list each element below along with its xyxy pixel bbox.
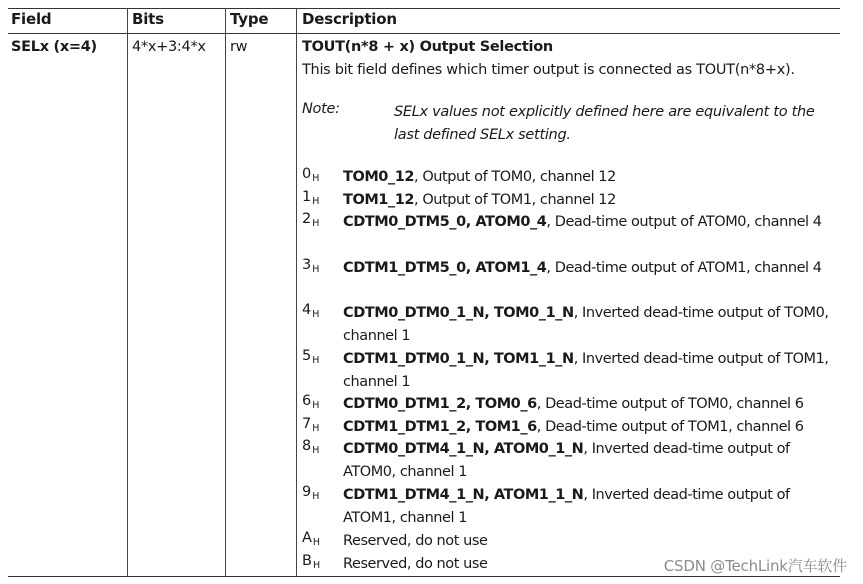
field-bits: 4*x+3:4*x bbox=[132, 39, 206, 55]
field-intro: This bit field defines which timer output is connected as TOUT(n*8+x). bbox=[302, 62, 795, 78]
header-description: Description bbox=[302, 10, 397, 28]
value-code bbox=[302, 189, 319, 207]
header-bits: Bits bbox=[132, 10, 164, 28]
column-divider bbox=[127, 8, 128, 576]
value-signal-name: CDTM0_DTM5_0, ATOM0_4 bbox=[343, 214, 547, 230]
value-description bbox=[343, 348, 838, 393]
value-code-digit: 5 bbox=[302, 348, 312, 364]
value-code-digit: 0 bbox=[302, 166, 312, 182]
value-signal-text: , Dead-time output of TOM1, channel 6 bbox=[536, 419, 804, 435]
value-signal-name: CDTM1_DTM0_1_N, TOM1_1_N bbox=[343, 351, 574, 367]
value-signal-name: CDTM0_DTM0_1_N, TOM0_1_N bbox=[343, 305, 574, 321]
value-code-radix: H bbox=[312, 491, 320, 502]
value-code-radix: H bbox=[312, 173, 320, 184]
value-code-radix: H bbox=[312, 400, 320, 411]
value-signal-text: , Inverted dead-time output of TOM0, channel 1 bbox=[343, 305, 829, 344]
value-code-radix: H bbox=[312, 423, 320, 434]
value-code bbox=[302, 302, 319, 320]
value-code-radix: H bbox=[312, 196, 320, 207]
value-code-digit: 1 bbox=[302, 189, 312, 205]
value-code bbox=[302, 553, 320, 571]
value-code-radix: H bbox=[312, 537, 321, 548]
value-code bbox=[302, 211, 319, 229]
value-code bbox=[302, 393, 319, 411]
value-signal-text: Reserved, do not use bbox=[343, 556, 488, 572]
value-signal-text: , Dead-time output of ATOM0, channel 4 bbox=[546, 214, 822, 230]
value-code-radix: H bbox=[312, 445, 320, 456]
value-signal-name: CDTM1_DTM1_2, TOM1_6 bbox=[343, 419, 537, 435]
value-code-radix: H bbox=[312, 309, 320, 320]
value-code-radix: H bbox=[312, 218, 320, 229]
field-name: SELx (x=4) bbox=[11, 39, 97, 55]
value-description bbox=[343, 257, 838, 280]
value-description bbox=[343, 438, 838, 483]
value-code-digit: 7 bbox=[302, 416, 312, 432]
value-signal-name: TOM1_12 bbox=[343, 192, 415, 208]
value-code bbox=[302, 438, 319, 456]
value-signal-text: , Output of TOM1, channel 12 bbox=[414, 192, 616, 208]
value-description bbox=[343, 166, 838, 189]
column-divider bbox=[296, 8, 297, 576]
value-code-digit: B bbox=[302, 553, 312, 569]
value-signal-name: CDTM0_DTM4_1_N, ATOM0_1_N bbox=[343, 441, 584, 457]
column-divider bbox=[225, 8, 226, 576]
field-title: TOUT(n*8 + x) Output Selection bbox=[302, 39, 553, 55]
value-code-digit: 3 bbox=[302, 257, 312, 273]
value-signal-name: CDTM1_DTM4_1_N, ATOM1_1_N bbox=[343, 487, 584, 503]
value-code bbox=[302, 257, 319, 275]
value-description bbox=[343, 530, 838, 553]
value-description bbox=[343, 393, 838, 416]
value-signal-name: TOM0_12 bbox=[343, 169, 415, 185]
value-signal-text: , Dead-time output of ATOM1, channel 4 bbox=[546, 260, 822, 276]
value-signal-text: , Inverted dead-time output of TOM1, channel 1 bbox=[343, 351, 829, 390]
value-code bbox=[302, 530, 320, 548]
note-label: Note: bbox=[302, 101, 340, 117]
value-signal-text: , Output of TOM0, channel 12 bbox=[414, 169, 616, 185]
value-description bbox=[343, 211, 838, 234]
value-signal-text: , Inverted dead-time output of ATOM0, channel 1 bbox=[343, 441, 790, 480]
value-signal-text: Reserved, do not use bbox=[343, 533, 488, 549]
value-code-digit: 9 bbox=[302, 484, 312, 500]
value-code-digit: 2 bbox=[302, 211, 312, 227]
value-signal-text: , Inverted dead-time output of ATOM1, channel 1 bbox=[343, 487, 790, 526]
value-signal-name: CDTM0_DTM1_2, TOM0_6 bbox=[343, 396, 537, 412]
value-code bbox=[302, 484, 319, 502]
value-code bbox=[302, 416, 319, 434]
value-code-radix: H bbox=[312, 264, 320, 275]
value-signal-name: CDTM1_DTM5_0, ATOM1_4 bbox=[343, 260, 547, 276]
value-code-digit: 8 bbox=[302, 438, 312, 454]
value-code-radix: H bbox=[312, 560, 321, 571]
value-description bbox=[343, 302, 838, 347]
table-top-rule bbox=[8, 8, 840, 9]
value-code-radix: H bbox=[312, 355, 320, 366]
watermark: CSDN @TechLink汽车软件 bbox=[663, 557, 847, 575]
table-bottom-rule bbox=[8, 576, 840, 577]
value-signal-text: , Dead-time output of TOM0, channel 6 bbox=[536, 396, 804, 412]
value-description bbox=[343, 416, 838, 439]
value-code-digit: A bbox=[302, 530, 312, 546]
value-description bbox=[343, 189, 838, 212]
header-bottom-rule bbox=[8, 33, 840, 34]
header-type: Type bbox=[230, 10, 269, 28]
value-code-digit: 6 bbox=[302, 393, 312, 409]
field-type: rw bbox=[230, 39, 248, 55]
header-field: Field bbox=[11, 10, 52, 28]
value-description bbox=[343, 484, 838, 529]
value-code bbox=[302, 166, 319, 184]
value-code-digit: 4 bbox=[302, 302, 312, 318]
value-code bbox=[302, 348, 319, 366]
note-text: SELx values not explicitly defined here are equivalent to the last defined SELx setting. bbox=[394, 104, 815, 143]
